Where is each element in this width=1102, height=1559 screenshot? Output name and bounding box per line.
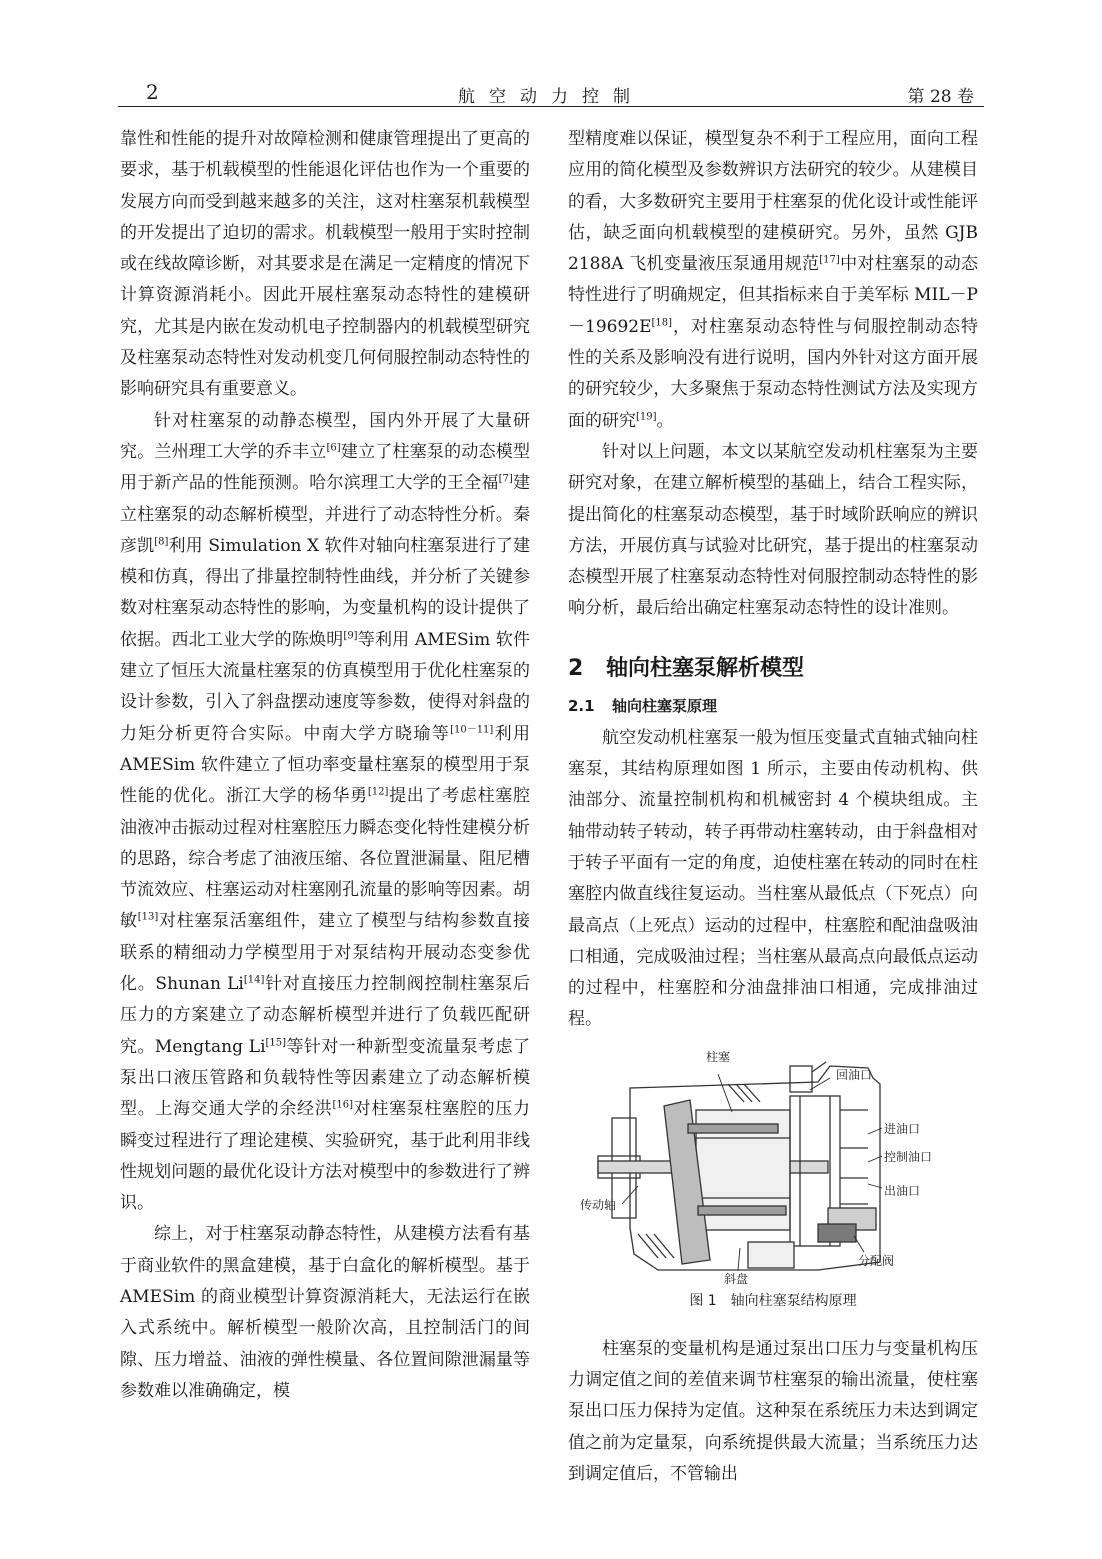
figure-number: 图 1 xyxy=(689,1292,717,1309)
text-run: 提出了考虑柱塞腔油液冲击振动过程对柱塞腔压力瞬态变化特性建模分析的思路，综合考虑了油液压缩、各位置泄漏量、阻尼槽节流效应、柱塞运动对柱塞刚孔流量的影响等因素。胡敏 xyxy=(120,786,530,932)
section-title: 轴向柱塞泵解析模型 xyxy=(606,655,805,681)
text-run: 针对直接压力控制阀控制柱塞泵后压力的方案建立了动态解析模型并进行了负载匹配研究。Mengtang Li xyxy=(120,974,530,1057)
paragraph-objective: 针对以上问题，本文以某航空发动机柱塞泵为主要研究对象，在建立解析模型的基础上，结合工程实际，提出简化的柱塞泵动态模型，基于时域阶跃响应的辨识方法，开展仿真与试验对比研究，基于提出的柱塞泵动态模型开展了柱塞泵动态特性对伺服控制动态特性的影响分析，最后给出确定柱塞泵动态特性的设计准则。 xyxy=(568,441,978,619)
left-column xyxy=(120,124,530,1407)
subsection-number: 2.1 xyxy=(568,696,595,715)
text-run: 利用 Simulation X 软件对轴向柱塞泵进行了建模和仿真，得出了排量控制特性曲线，并分析了关键参数对柱塞泵动态特性的影响，为变量机构的设计提供了依据。西北工业大学的陈焕明 xyxy=(120,535,530,650)
label-outlet-port: 出油口 xyxy=(884,1183,921,1198)
citation-ref: [9] xyxy=(343,630,358,642)
text-run: 对柱塞泵活塞组件，建立了模型与结构参数直接联系的精细动力学模型用于对泵结构开展动态变参优化。Shunan Li xyxy=(120,911,530,995)
paragraph-variable-mechanism: 柱塞泵的变量机构是通过泵出口压力与变量机构压力调定值之间的差值来调节柱塞泵的输出流量，使柱塞泵出口压力保持为定值。这种泵在系统压力未达到调定值之前为定量泵，向系统提供最大流量；当系统压力达到调定值后，不管输出 xyxy=(568,1338,978,1484)
citation-ref: [8] xyxy=(154,536,169,548)
label-swashplate: 斜盘 xyxy=(724,1271,749,1286)
text-run: 针对柱塞泵的动静态模型，国内外开展了大量研究。兰州理工大学的乔丰立 xyxy=(120,410,530,462)
text-run: 等针对一种新型变流量泵考虑了泵出口液压管路和负载特性等因素建立了动态解析模型。上海交通大学的余经洪 xyxy=(120,1036,531,1120)
citation-ref: [14] xyxy=(243,974,265,986)
running-header xyxy=(118,76,984,107)
paragraph-references xyxy=(120,406,530,1220)
text-run: 建立柱塞泵的动态解析模型，并进行了动态特性分析。秦彦凯 xyxy=(120,473,531,556)
paragraph: 靠性和性能的提升对故障检测和健康管理提出了更高的要求，基于机载模型的性能退化评估也作为一个重要的发展方向而受到越来越多的关注，这对柱塞泵机载模型的开发提出了迫切的需求。机载模型一般用于实时控制或在线故障诊断，对其要求是在满足一定精度的情况下计算资源消耗小。因此开展柱塞泵动态特性的建模研究，尤其是内嵌在发动机电子控制器内的机载模型研究及柱塞泵动态特性对发动机变几何伺服控制动态特性的影响研究具有重要意义。 xyxy=(120,129,530,400)
paragraph xyxy=(568,124,978,437)
citation-ref: [6] xyxy=(326,442,341,454)
page-number: 2 xyxy=(146,80,159,104)
figure-pump-structure xyxy=(568,1048,978,1286)
figure-caption-text: 轴向柱塞泵结构原理 xyxy=(730,1292,857,1309)
text-run: ，对柱塞泵动态特性与伺服控制动态特性的关系及影响没有进行说明，国内外针对这方面开展的研究较少，大多聚焦于泵动态特性测试方法及实现方面的研究 xyxy=(568,316,978,431)
citation-ref: [17] xyxy=(819,254,840,266)
citation-ref: [12] xyxy=(367,786,389,798)
text-run: 。 xyxy=(656,410,674,431)
citation-ref: [18] xyxy=(651,317,673,329)
figure-caption xyxy=(568,1290,978,1310)
right-column xyxy=(568,124,978,1490)
subsection-title: 轴向柱塞泵原理 xyxy=(612,696,718,715)
text-run: 等利用 AMESim 软件建立了恒压大流量柱塞泵的仿真模型用于优化柱塞泵的设计参数，引入了斜盘摆动速度等参数，使得对斜盘的力矩分析更符合实际。中南大学方晓瑜等 xyxy=(120,629,530,744)
citation-ref: [7] xyxy=(498,473,513,485)
volume-label: 第 28 卷 xyxy=(907,87,974,107)
citation-ref: [19] xyxy=(636,411,657,423)
label-drive-shaft: 传动轴 xyxy=(580,1197,617,1212)
section-number: 2 xyxy=(568,655,584,681)
text-run: 建立了柱塞泵的动态模型用于新产品的性能预测。哈尔滨理工大学的王全福 xyxy=(120,441,531,494)
paragraph-summary: 综上，对于柱塞泵动静态特性，从建模方法看有基于商业软件的黑盒建模，基于白盒化的解析模型。基于 AMESim 的商业模型计算资源消耗大，无法运行在嵌入式系统中。解析模型一般阶次高，且控制活门的间隙、压力增益、油液的弹性模量、各位置间隙泄漏量等参数难以准确确定，模 xyxy=(120,1224,530,1401)
subsection-heading xyxy=(568,695,978,721)
citation-ref: [13] xyxy=(137,911,159,923)
label-plunger: 柱塞 xyxy=(706,1049,731,1064)
text-run: 利用 AMESim 软件建立了恒功率变量柱塞泵的模型用于泵性能的优化。浙江大学的杨华勇 xyxy=(120,723,531,807)
citation-ref: [15] xyxy=(265,1036,287,1048)
text-run: 中对柱塞泵的动态特性进行了明确规定，但其指标来自于美军标 MIL－P－19692E xyxy=(568,254,979,337)
label-valve-plate: 分配阀 xyxy=(858,1253,895,1268)
section-heading xyxy=(568,651,978,681)
paragraph-principle: 航空发动机柱塞泵一般为恒压变量式直轴式轴向柱塞泵，其结构原理如图 1 所示，主要由传动机构、供油部分、流量控制机构和机械密封 4 个模块组成。主轴带动转子转动，转子再带动柱塞转动，由于斜盘相对于转子平面有一定的角度，迫使柱塞在转动的同时在柱塞腔内做直线往复运动。当柱塞从最低点（下死点）向最高点（上死点）运动的过程中，柱塞腔和配油盘吸油口相通，完成吸油过程；当柱塞从最高点向最低点运动的过程中，柱塞腔和分油盘排油口相通，完成排油过程。 xyxy=(568,727,978,1030)
text-run: 对柱塞泵柱塞腔的压力瞬变过程进行了理论建模、实验研究，基于此利用非线性规划问题的最优化设计方法对模型中的参数进行了辨识。 xyxy=(120,1099,530,1214)
text-run: 型精度难以保证，模型复杂不利于工程应用，面向工程应用的简化模型及参数辨识方法研究的较少。从建模目的看，大多数研究主要用于柱塞泵的优化设计或性能评估，缺乏面向机载模型的建模研究。另外，虽然 GJB 2188A 飞机变量液压泵通用规范 xyxy=(568,129,978,275)
label-return-port: 回油口 xyxy=(836,1067,873,1082)
label-inlet-port: 进油口 xyxy=(884,1121,921,1136)
citation-ref: [16] xyxy=(332,1099,353,1111)
label-control-port: 控制油口 xyxy=(884,1149,933,1164)
journal-title: 航空动力控制 xyxy=(458,87,644,107)
citation-ref: [10－11] xyxy=(450,723,494,735)
